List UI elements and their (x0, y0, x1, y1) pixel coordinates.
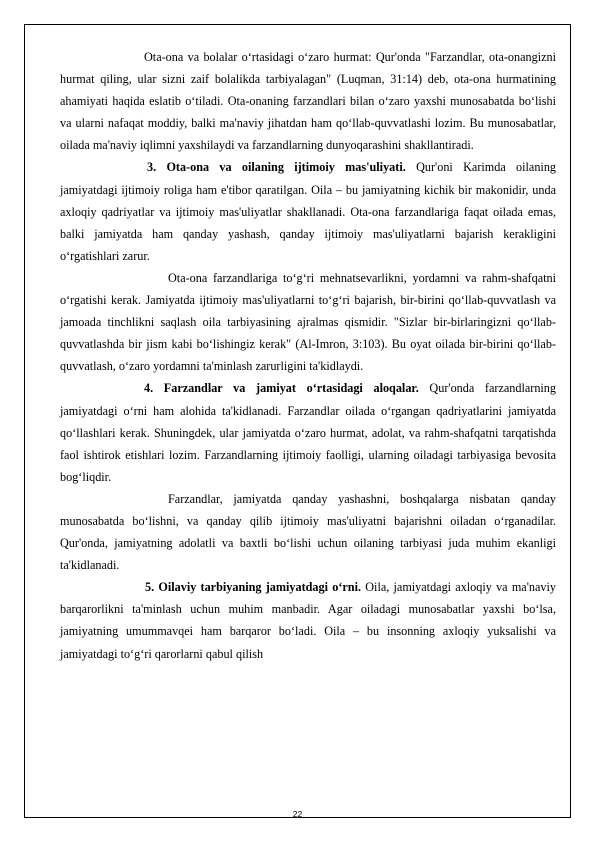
paragraph-text: Oila, jamiyatdagi axloqiy va ma'naviy barqarorlikni ta'minlash uchun muhim manbadir. Agar oiladagi munosabatlar yaxshi bo‘lsa, jamiyatning umummavqei ham barqaror bo‘ladi. Oila – bu insonning axloqiy yuksalishi va jamiyatdagi to‘g‘ri qarorlarni qabul qilish (60, 580, 556, 661)
page-number: 22 (292, 809, 303, 819)
paragraph-1 (60, 46, 556, 156)
paragraph-3 (60, 267, 556, 377)
paragraph-text: Qur'oni Karimda oilaning jamiyatdagi ijtimoiy roliga ham e'tibor qaratilgan. Oila – bu jamiyatning kichik bir makonidir, unda axloqiy qadriyatlar va ijtimoiy mas'uliyatlar shakllanadi. Ota-ona farzandlariga faqat oilada emas, balki jamiyatda ham qanday yashash, qanday ijtimoiy mas'uliyatlarni bajarish kerakligini o‘rgatishlari zarur. (60, 160, 557, 263)
paragraph-text: Ota-ona farzandlariga to‘g‘ri mehnatsevarlikni, yordamni va rahm-shafqatni o‘rgatishi kerak. Jamiyatda ijtimoiy mas'uliyatlarni to‘g‘ri bajarish, bir-birini qo‘llab-quvvatlash va jamoada tinchlikni saqlash oila tarbiyasining ajralmas qismidir. "Sizlar bir-birlaringizni qo‘llab-quvvatlashda bir jism kabi bo‘lishingiz kerak" (Al-Imron, 3:103). Bu oyat oilada bir-birini qo‘llab-quvvatlash, o‘zaro yordamni ta'minlash zarurligini ta'kidlaydi. (60, 270, 556, 374)
section-heading-3: 3. Ota-ona va oilaning ijtimoiy mas'uliyati. (147, 160, 406, 175)
paragraph-text: Farzandlar, jamiyatda qanday yashashni, boshqalarga nisbatan qanday munosabatda bo‘lishni, va qanday qilib ijtimoiy mas'uliyatni bajarishni oiladan o‘rganadilar. Qur'onda, jamiyatning adolatli va baxtli bo‘lishi uchun oilaning tarbiyasi juda muhim ekanligi ta'kidlanadi. (60, 491, 556, 573)
section-heading-4: 4. Farzandlar va jamiyat o‘rtasidagi aloqalar. (144, 381, 419, 396)
section-heading-5: 5. Oilaviy tarbiyaning jamiyatdagi o‘rni. (145, 580, 362, 595)
paragraph-text: Ota-ona va bolalar o‘rtasidagi o‘zaro hurmat: Qur'onda "Farzandlar, ota-onangizni hurmat qiling, ular sizni zaif bolalikda tarbiyalagan" (Luqman, 31:14) deb, ota-ona hurmatining ahamiyati haqida eslatib o‘tiladi. Ota-onaning farzandlari bilan o‘zaro yaxshi munosabatda bo‘lishi va ularni nafaqat moddiy, balki ma'naviy jihatdan ham qo‘llab-quvvatlashi lozim. Bu munosabatlar, oilada ma'naviy iqlimni yaxshilaydi va farzandlarning dunyoqarashini shakllantiradi. (60, 50, 556, 153)
paragraph-4 (60, 377, 556, 487)
paragraph-6 (60, 576, 556, 664)
paragraph-2 (60, 156, 556, 266)
paragraph-text: Qur'onda farzandlarning jamiyatdagi o‘rni ham alohida ta'kidlanadi. Farzandlar oilada o‘rgangan qadriyatlarini jamiyatda qo‘llashlari kerak. Shuningdek, ular jamiyatda o‘zaro hurmat, adolat, va rahm-shafqatni tarqatishda faol ishtirok etishlari lozim. Farzandlarning ijtimoiy faolligi, ularning oiladagi tarbiyasiga bevosita bog‘liqdir. (60, 381, 556, 484)
document-body (60, 46, 556, 665)
paragraph-5 (60, 488, 556, 576)
